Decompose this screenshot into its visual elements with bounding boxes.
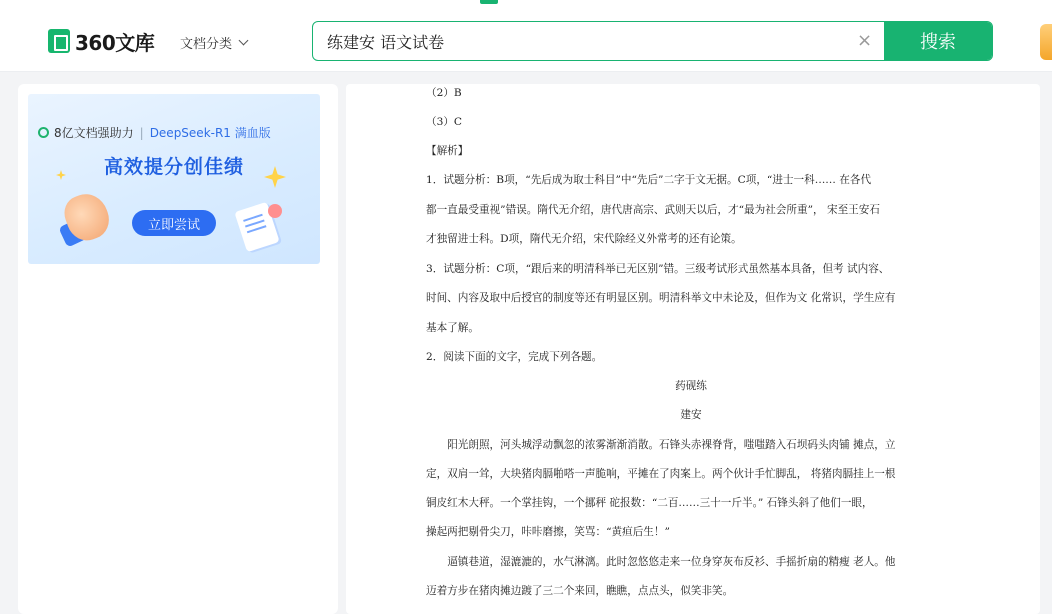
logo-text: 360文库	[75, 30, 155, 55]
ad-title: 高效提分创佳绩	[103, 156, 244, 178]
top-header	[0, 0, 1052, 72]
passage-line: 定，双肩一耸，大块猪肉膈啪嗒一声脆响，平摊在了肉案上。两个伙计手忙脚乱， 将猪肉膈挂上一根	[426, 468, 896, 480]
passage-author: 建安	[680, 409, 702, 421]
passage-line: 迈着方步在猪肉摊边踱了三二个来回，瞧瞧，点点头，似笑非笑。	[426, 585, 734, 597]
document-page	[346, 84, 1040, 614]
left-sidebar	[18, 84, 338, 614]
category-menu[interactable]	[180, 33, 247, 52]
ad-tagline	[38, 124, 271, 141]
analysis-line: 时间、内容及取中后授官的制度等还有明显区别。明清科举文中未论及，但作为文 化常识，学生应有	[426, 292, 896, 304]
analysis-line: 3．试题分析：C项，“跟后来的明清科举已无区别”错。三级考试形式虽然基本具备，但考 试内容、	[426, 263, 890, 275]
passage-line: 逼镇巷道，湿漉漉的，水气淋漓。此时忽悠悠走来一位身穿灰布反衫、手摇折扇的精瘦 老人。他	[447, 556, 896, 568]
try-now-button[interactable]: 立即尝试	[132, 210, 216, 236]
pen-icon	[268, 204, 282, 218]
section-heading: 【解析】	[426, 145, 469, 157]
passage-title: 药砚练	[675, 380, 707, 392]
analysis-line: 都一直最受重视”错误。隋代无介绍，唐代唐高宗、武则天以后，才“最为社会所重”， 宋至王安石	[426, 204, 880, 216]
ad-tagline-text: 8亿文档强助力	[54, 126, 134, 140]
ad-separator: |	[139, 125, 144, 140]
search-logo-icon	[38, 127, 49, 138]
answer-line: （3）C	[426, 116, 463, 128]
site-logo[interactable]	[48, 28, 154, 54]
promo-decoration[interactable]	[1040, 24, 1052, 60]
analysis-line: 1．试题分析：B项，“先后成为取士科目”中“先后”二字于文无据。C项，“进士一科…… 在各代	[426, 174, 872, 186]
question-line: 2．阅读下面的文字，完成下列各题。	[426, 351, 603, 363]
answer-line: （2）B	[426, 87, 462, 99]
passage-line: 操起两把剔骨尖刀，咔咔磨擦，笑骂：“黄疸后生！”	[426, 526, 670, 538]
search-box	[312, 21, 993, 61]
search-button[interactable]: 搜索	[884, 22, 992, 60]
analysis-line: 基本了解。	[426, 322, 479, 334]
active-indicator	[480, 0, 498, 4]
passage-line: 铜皮红木大秤。一个掌挂钩，一个挪秤 砣报数：“二百……三十一斤半。” 石锋头斜了他们一眼，	[426, 497, 873, 509]
chevron-down-icon	[239, 36, 249, 46]
logo-icon	[48, 29, 70, 53]
clear-icon[interactable]: ×	[857, 30, 873, 51]
category-label: 文档分类	[180, 37, 233, 52]
ad-banner[interactable]	[28, 94, 320, 264]
analysis-line: 才独留进士科。D项，隋代无介绍，宋代除经义外常考的还有论策。	[426, 233, 742, 245]
ad-deepseek-text: DeepSeek-R1 满血版	[149, 126, 271, 140]
search-input[interactable]	[313, 22, 873, 60]
passage-line: 阳光朗照，河头城浮动飘忽的浓雾渐渐消散。石锋头赤裸脊背，嗤嗤踏入石坝码头肉铺 摊点，立	[447, 439, 896, 451]
